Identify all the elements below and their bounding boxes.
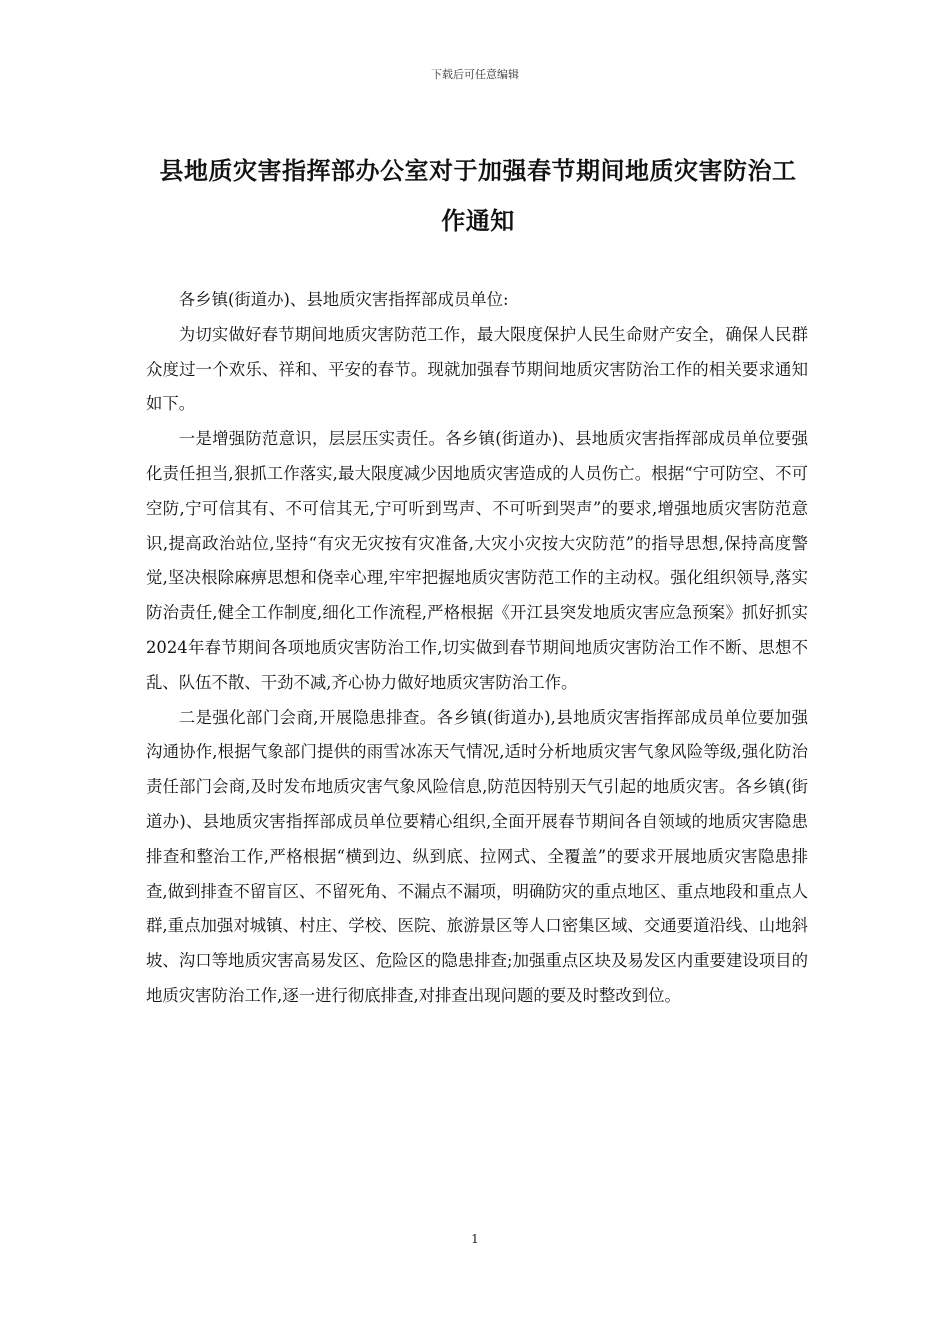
document-body [146,283,808,1014]
header-note: 下载后可任意编辑 [431,68,519,81]
paragraph-intro: 为切实做好春节期间地质灾害防范工作，最大限度保护人民生命财产安全，确保人民群众度过一个欢乐、祥和、平安的春节。现就加强春节期间地质灾害防治工作的相关要求通知如下。 [146,324,808,414]
salutation: 各乡镇(街道办)、县地质灾害指挥部成员单位: [178,290,509,309]
paragraph-point-one: 一是增强防范意识，层层压实责任。各乡镇(街道办)、县地质灾害指挥部成员单位要强化责任担当,狠抓工作落实,最大限度减少因地质灾害造成的人员伤亡。根据“宁可防空、不可空防,宁可信其有、不可信其无,宁可听到骂声、不可听到哭声”的要求,增强地质灾害防范意识,提高政治站位,坚持“有灾无灾按有灾准备,大灾小灾按大灾防范”的指导思想,保持高度警觉,坚决根除麻痹思想和侥幸心理,牢牢把握地质灾害防范工作的主动权。强化组织领导,落实防治责任,健全工作制度,细化工作流程,严格根据《开江县突发地质灾害应急预案》抓好抓实2024年春节期间各项地质灾害防治工作,切实做到春节期间地质灾害防治工作不断、思想不乱、队伍不散、干劲不减,齐心协力做好地质灾害防治工作。 [146,429,808,692]
paragraph-point-two: 二是强化部门会商,开展隐患排查。各乡镇(街道办),县地质灾害指挥部成员单位要加强沟通协作,根据气象部门提供的雨雪冰冻天气情况,适时分析地质灾害气象风险等级,强化防治责任部门会商,及时发布地质灾害气象风险信息,防范因特别天气引起的地质灾害。各乡镇(街道办)、县地质灾害指挥部成员单位要精心组织,全面开展春节期间各自领域的地质灾害隐患排查和整治工作,严格根据“横到边、纵到底、拉网式、全覆盖”的要求开展地质灾害隐患排查,做到排查不留盲区、不留死角、不漏点不漏项，明确防灾的重点地区、重点地段和重点人群,重点加强对城镇、村庄、学校、医院、旅游景区等人口密集区域、交通要道沿线、山地斜坡、沟口等地质灾害高易发区、危险区的隐患排查;加强重点区块及易发区内重要建设项目的地质灾害防治工作,逐一进行彻底排查,对排查出现问题的要及时整改到位。 [146,707,808,1005]
page-number: 1 [471,1232,479,1246]
document-title: 县地质灾害指挥部办公室对于加强春节期间地质灾害防治工作通知 [159,157,797,235]
